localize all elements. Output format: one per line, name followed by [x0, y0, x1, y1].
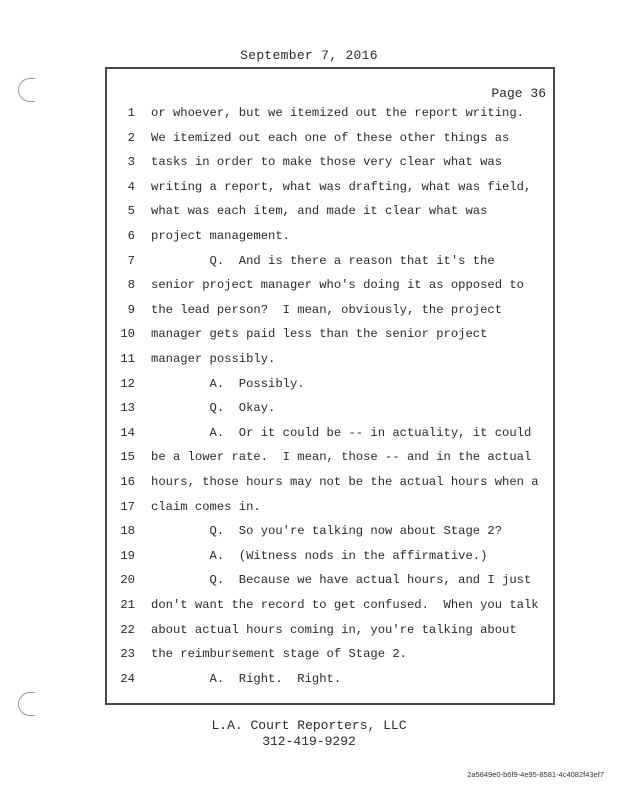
line-number: 14: [120, 425, 135, 440]
binder-hole-top: [18, 78, 35, 102]
transcript-line: [105, 450, 555, 474]
line-text: A. Right. Right.: [151, 671, 342, 686]
line-text: or whoever, but we itemized out the report writing.: [151, 106, 524, 120]
line-number: 13: [120, 401, 135, 416]
line-number: 11: [120, 352, 135, 366]
transcript-line: [105, 549, 555, 573]
line-text: manager gets paid less than the senior project: [151, 327, 488, 342]
line-number: 19: [120, 548, 135, 563]
transcript-line: [105, 180, 555, 204]
line-text: the lead person? I mean, obviously, the project: [151, 302, 503, 317]
line-number: 2: [127, 130, 135, 145]
line-text: Q. So you're talking now about Stage 2?: [151, 524, 503, 539]
line-text: be a lower rate. I mean, those -- and in the actual: [151, 450, 532, 465]
line-number: 16: [120, 475, 135, 489]
transcript-line: [105, 500, 555, 524]
header-date: September 7, 2016: [240, 48, 378, 63]
line-number: 10: [120, 327, 135, 342]
transcript-line: [105, 647, 555, 671]
line-number: 22: [120, 622, 135, 637]
transcript-line: [105, 327, 555, 351]
document-hash: 2a5849e0-b6f9-4e95-8581-4c4082f43ef7: [467, 770, 604, 779]
line-number: 9: [127, 302, 135, 317]
transcript-line: [105, 426, 555, 450]
line-number: 4: [127, 179, 135, 194]
line-number: 15: [120, 450, 135, 465]
line-text: claim comes in.: [151, 499, 261, 514]
line-number: 24: [120, 671, 135, 686]
line-number: 5: [127, 204, 135, 219]
transcript-line: [105, 573, 555, 597]
line-text: writing a report, what was drafting, what was field,: [151, 179, 532, 194]
transcript-line: [105, 303, 555, 327]
transcript-line: [105, 204, 555, 228]
line-number: 23: [120, 647, 135, 662]
line-text: We itemized out each one of these other things as: [151, 130, 510, 145]
line-text: A. (Witness nods in the affirmative.): [151, 548, 488, 563]
line-text: manager possibly.: [151, 352, 276, 366]
binder-hole-bottom: [18, 692, 35, 716]
transcript-line: [105, 278, 555, 302]
footer-phone: 312-419-9292: [262, 734, 356, 749]
footer-company: L.A. Court Reporters, LLC: [211, 718, 407, 733]
transcript-line: [105, 524, 555, 548]
transcript-line: [105, 352, 555, 376]
line-number: 18: [120, 524, 135, 539]
transcript-line: [105, 623, 555, 647]
transcript-line: [105, 672, 555, 696]
transcript-line: [105, 401, 555, 425]
line-number: 17: [120, 499, 135, 514]
line-number: 6: [127, 229, 135, 243]
line-text: hours, those hours may not be the actual hours when a: [151, 475, 539, 489]
transcript-line: [105, 377, 555, 401]
line-number: 7: [127, 253, 135, 268]
line-text: A. Or it could be -- in actuality, it could: [151, 425, 532, 440]
line-number: 3: [127, 155, 135, 170]
line-text: Q. Okay.: [151, 401, 276, 416]
line-text: project management.: [151, 229, 290, 243]
line-number: 8: [127, 278, 135, 293]
line-text: the reimbursement stage of Stage 2.: [151, 647, 407, 662]
line-text: don't want the record to get confused. When you talk: [151, 598, 539, 612]
line-text: tasks in order to make those very clear what was: [151, 155, 503, 170]
line-number: 21: [120, 598, 135, 612]
line-text: about actual hours coming in, you're talking about: [151, 622, 517, 637]
line-number: 1: [127, 106, 135, 120]
transcript-line: [105, 106, 555, 130]
line-text: what was each item, and made it clear what was: [151, 204, 488, 219]
transcript-line: [105, 598, 555, 622]
line-number: 12: [120, 376, 135, 391]
transcript-line: [105, 475, 555, 499]
line-text: senior project manager who's doing it as opposed to: [151, 278, 524, 293]
transcript-line: [105, 155, 555, 179]
line-number: 20: [120, 573, 135, 588]
line-text: Q. And is there a reason that it's the: [151, 253, 495, 268]
page-number: Page 36: [491, 86, 546, 101]
line-text: A. Possibly.: [151, 376, 305, 391]
transcript-line: [105, 254, 555, 278]
transcript-line: [105, 229, 555, 253]
line-text: Q. Because we have actual hours, and I just: [151, 573, 532, 588]
transcript-line: [105, 131, 555, 155]
